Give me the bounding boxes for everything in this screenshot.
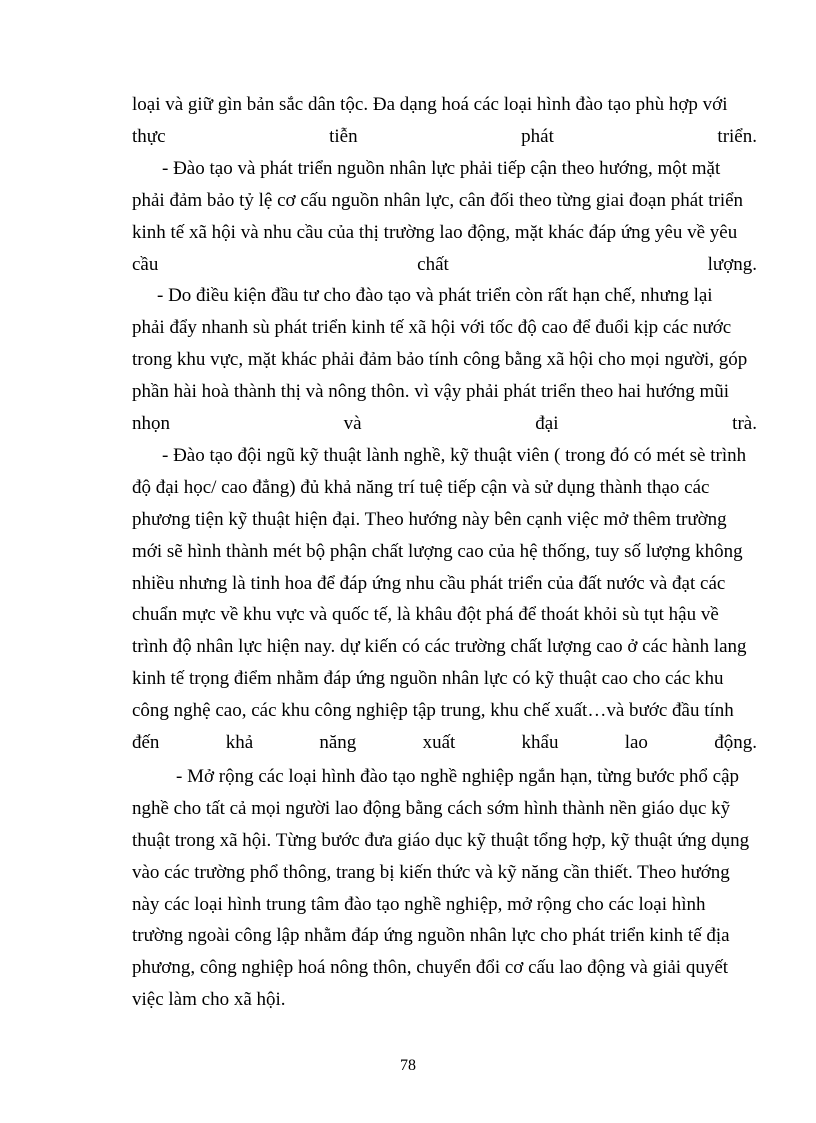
word: phát — [521, 125, 554, 147]
text-line: kinh tế trọng điểm nhằm đáp ứng nguồn nhân lực có kỹ thuật cao cho các khu — [132, 668, 724, 690]
text-line: kinh tế xã hội và nhu cầu của thị trường lao động, mặt khác đáp ứng yêu về yêu — [132, 221, 738, 243]
text-line: độ đại học/ cao đẳng) đủ khả năng trí tuệ tiếp cận và sử dụng thành thạo các — [132, 476, 710, 498]
paragraph-1 — [132, 89, 757, 153]
justified-line — [132, 727, 757, 759]
text-line: phương tiện kỹ thuật hiện đại. Theo hướng này bên cạnh việc mở thêm trường — [132, 508, 727, 530]
text-line: nhiều nhưng là tinh hoa để đáp ứng nhu cầu phát triển của đất nước và đạt các — [132, 572, 726, 594]
word: đại — [535, 412, 559, 434]
word: năng — [319, 732, 357, 754]
word: xuất — [422, 732, 456, 754]
text-line: trong khu vực, mặt khác phải đảm bảo tính công bằng xã hội cho mọi người, góp — [132, 348, 748, 370]
text-line: nghề cho tất cả mọi người lao động bằng cách sớm hình thành nền giáo dục kỹ — [132, 797, 731, 819]
word: thực — [132, 125, 166, 147]
word: tiễn — [329, 125, 358, 147]
paragraph-5 — [132, 761, 757, 1016]
word: khẩu — [521, 732, 559, 754]
text-line: phải đẩy nhanh sù phát triển kinh tế xã hội với tốc độ cao để đuổi kịp các nước — [132, 316, 732, 338]
paragraph-3 — [132, 280, 757, 439]
justified-line — [132, 249, 757, 281]
word: và — [343, 412, 362, 434]
word: trà. — [732, 412, 757, 434]
word: cầu — [132, 253, 159, 275]
text-line: phải đảm bảo tỷ lệ cơ cấu nguồn nhân lực, cân đối theo từng giai đoạn phát triển — [132, 189, 744, 211]
text-line: thuật trong xã hội. Từng bước đưa giáo dục kỹ thuật tổng hợp, kỹ thuật ứng dụng — [132, 829, 750, 851]
word: triển. — [717, 125, 757, 147]
text-line: chuẩn mực về khu vực và quốc tế, là khâu đột phá để thoát khỏi sù tụt hậu về — [132, 604, 719, 626]
text-line: - Đào tạo đội ngũ kỹ thuật lành nghề, kỹ thuật viên ( trong đó có mét sè trình — [162, 445, 747, 466]
text-line: trình độ nhân lực hiện nay. dự kiến có các trường chất lượng cao ở các hành lang — [132, 636, 747, 658]
word: lao — [624, 732, 648, 754]
text-line: - Đào tạo và phát triển nguồn nhân lực phải tiếp cận theo hướng, một mặt — [162, 158, 721, 179]
paragraph-4 — [132, 440, 757, 759]
paragraph-2 — [132, 153, 757, 281]
page-number: 78 — [400, 1057, 416, 1074]
text-line: loại và giữ gìn bản sắc dân tộc. Đa dạng hoá các loại hình đào tạo phù hợp với — [132, 94, 728, 115]
text-line: việc làm cho xã hội. — [132, 989, 286, 1011]
word: lượng. — [707, 253, 757, 275]
word: động. — [714, 732, 757, 754]
text-line: mới sẽ hình thành mét bộ phận chất lượng cao của hệ thống, tuy số lượng không — [132, 540, 743, 562]
word: đến — [132, 732, 160, 754]
justified-line — [132, 408, 757, 440]
text-line: - Mở rộng các loại hình đào tạo nghề nghiệp ngắn hạn, từng bước phổ cập — [176, 766, 740, 787]
word: chất — [417, 253, 449, 275]
text-line: - Do điều kiện đầu tư cho đào tạo và phát triển còn rất hạn chế, nhưng lại — [157, 285, 713, 306]
text-line: phần hài hoà thành thị và nông thôn. vì vậy phải phát triển theo hai hướng mũi — [132, 380, 730, 402]
word: khả — [225, 732, 254, 754]
justified-line — [132, 121, 757, 153]
text-line: trường ngoài công lập nhằm đáp ứng nguồn nhân lực cho phát triển kinh tế địa — [132, 925, 730, 947]
text-line: công nghệ cao, các khu công nghiệp tập trung, khu chế xuất…và bước đầu tính — [132, 700, 734, 722]
text-line: phương, công nghiệp hoá nông thôn, chuyển đổi cơ cấu lao động và giải quyết — [132, 957, 729, 979]
text-line: này các loại hình trung tâm đào tạo nghề nghiệp, mở rộng cho các loại hình — [132, 893, 706, 915]
word: nhọn — [132, 412, 170, 434]
text-line: vào các trường phổ thông, trang bị kiến thức và kỹ năng cần thiết. Theo hướng — [132, 861, 730, 883]
